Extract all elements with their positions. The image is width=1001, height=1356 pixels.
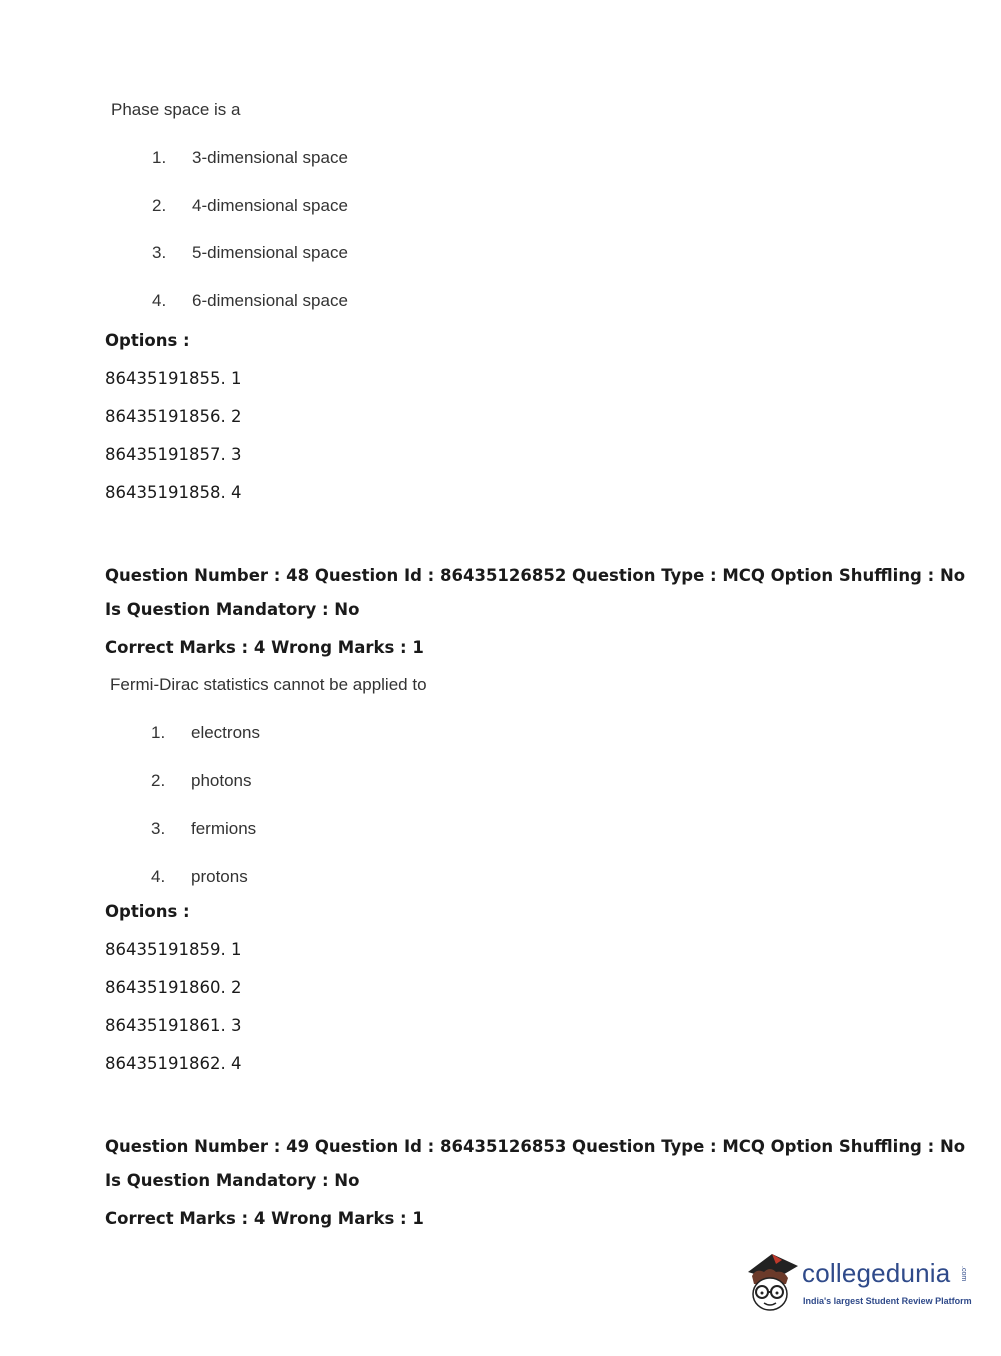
option-id-row: 86435191856. 2	[105, 407, 242, 426]
choice-text: 4-dimensional space	[192, 196, 348, 215]
option-id-row: 86435191855. 1	[105, 369, 242, 388]
question-48-header: Question Number : 48 Question Id : 86435126852 Question Type : MCQ Option Shuffling : No	[105, 566, 966, 585]
student-mascot-icon	[742, 1250, 802, 1316]
option-id-row: 86435191857. 3	[105, 445, 242, 464]
choice-text: 3-dimensional space	[192, 148, 348, 167]
choice-number: 4.	[151, 867, 166, 886]
question-48-mandatory: Is Question Mandatory : No	[105, 600, 360, 619]
choice-text: protons	[191, 867, 248, 886]
option-id-row: 86435191862. 4	[105, 1054, 242, 1073]
question-48-stem: Fermi-Dirac statistics cannot be applied to	[110, 675, 427, 694]
question-47-stem: Phase space is a	[111, 100, 241, 119]
question-49-mandatory: Is Question Mandatory : No	[105, 1171, 360, 1190]
choice-text: 6-dimensional space	[192, 291, 348, 310]
option-id-row: 86435191860. 2	[105, 978, 242, 997]
question-49-header: Question Number : 49 Question Id : 86435126853 Question Type : MCQ Option Shuffling : No	[105, 1137, 966, 1156]
option-id-row: 86435191859. 1	[105, 940, 242, 959]
choice-text: photons	[191, 771, 252, 790]
choice-number: 1.	[152, 148, 167, 167]
choice-number: 2.	[152, 196, 167, 215]
choice-text: electrons	[191, 723, 260, 742]
choice-text: fermions	[191, 819, 257, 838]
choice-number: 4.	[152, 291, 167, 310]
options-heading: Options :	[105, 331, 190, 350]
collegedunia-logo[interactable]	[742, 1250, 972, 1320]
question-48-marks: Correct Marks : 4 Wrong Marks : 1	[105, 638, 424, 657]
choice-number: 3.	[152, 243, 167, 262]
options-heading: Options :	[105, 902, 190, 921]
choice-number: 1.	[151, 723, 166, 742]
choice-text: 5-dimensional space	[192, 243, 348, 262]
logo-dotcom: .com	[960, 1266, 967, 1282]
question-49-marks: Correct Marks : 4 Wrong Marks : 1	[105, 1209, 424, 1228]
choice-number: 3.	[151, 819, 166, 838]
choice-number: 2.	[151, 771, 166, 790]
option-id-row: 86435191858. 4	[105, 483, 242, 502]
logo-tagline: India's largest Student Review Platform	[803, 1296, 972, 1306]
option-id-row: 86435191861. 3	[105, 1016, 242, 1035]
logo-wordmark: collegedunia	[802, 1258, 951, 1288]
